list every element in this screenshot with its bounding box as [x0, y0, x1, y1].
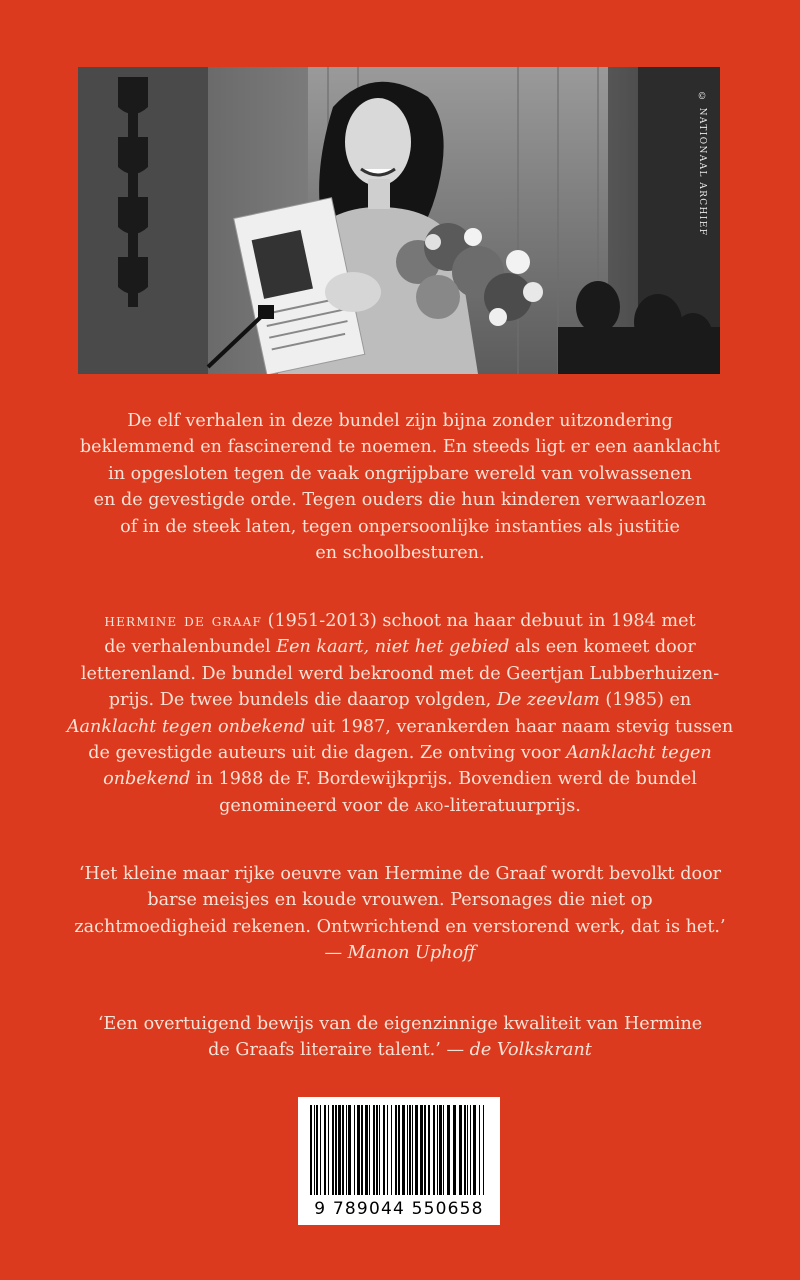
- barcode-bar: [395, 1105, 397, 1195]
- bio-text: genomineerd voor de: [219, 795, 415, 816]
- barcode-bar: [479, 1105, 480, 1195]
- bio-text: letterenland. De bundel werd bekroond met de Geertjan Lubberhuizen-: [80, 663, 720, 684]
- cover-photo: [78, 67, 720, 374]
- barcode-bar: [357, 1105, 360, 1195]
- barcode-bar: [459, 1105, 462, 1195]
- blurb-intro: [60, 408, 740, 566]
- barcode-bar: [369, 1105, 370, 1195]
- quote-line: zachtmoedigheid rekenen. Ontwrichtend en verstorend werk, dat is het.’: [74, 916, 726, 937]
- barcode-bar: [409, 1105, 411, 1195]
- barcode-bar: [428, 1105, 430, 1195]
- barcode-bar: [483, 1105, 484, 1195]
- bio-text: (1985) en: [599, 690, 692, 711]
- barcode-bar: [453, 1105, 456, 1195]
- author-photo-illustration: [78, 67, 720, 374]
- barcode-bar: [335, 1105, 337, 1195]
- barcode-bar: [346, 1105, 347, 1195]
- barcode-bar: [379, 1105, 380, 1195]
- barcode-bar: [412, 1105, 413, 1195]
- blurb-intro-line: in opgesloten tegen de vaak ongrijpbare wereld van volwassenen: [108, 463, 692, 484]
- barcode-bar: [332, 1105, 334, 1195]
- barcode-bar: [338, 1105, 341, 1195]
- author-name: hermine de graaf: [104, 611, 263, 631]
- blurb-intro-line: en schoolbesturen.: [315, 543, 485, 564]
- quote-dash: —: [324, 943, 348, 964]
- barcode-bar: [365, 1105, 368, 1195]
- barcode-bar: [342, 1105, 344, 1195]
- barcode-bar: [470, 1105, 471, 1195]
- barcode-bar: [415, 1105, 418, 1195]
- bio-text: in 1988 de F. Bordewijkprijs. Bovendien werd de bundel: [190, 769, 697, 790]
- isbn-number: 9 789044 550658: [314, 1199, 484, 1219]
- quote-line: ‘Het kleine maar rijke oeuvre van Hermine de Graaf wordt bevolkt door: [78, 864, 722, 884]
- book-title: Aanklacht tegen: [566, 743, 712, 764]
- book-title: onbekend: [103, 769, 191, 790]
- book-title: De zeevlam: [496, 690, 600, 711]
- bio-text: uit 1987, verankerden haar naam stevig tussen: [305, 716, 734, 737]
- barcode-bar: [439, 1105, 442, 1195]
- blurb-intro-line: of in de steek laten, tegen onpersoonlijke instanties als justitie: [120, 516, 680, 537]
- barcode-bar: [437, 1105, 438, 1195]
- barcode-bar: [316, 1105, 318, 1195]
- barcode-bar: [383, 1105, 385, 1195]
- review-quote-uphoff: [60, 861, 740, 967]
- blurb-intro-line: en de gevestigde orde. Tegen ouders die hun kinderen verwaarlozen: [93, 490, 707, 511]
- barcode-bar: [407, 1105, 408, 1195]
- barcode-bar: [348, 1105, 351, 1195]
- barcode-bars: [306, 1105, 492, 1195]
- isbn-barcode: [298, 1097, 500, 1225]
- review-quote-volkskrant: [60, 1011, 740, 1064]
- barcode-bar: [391, 1105, 392, 1195]
- bio-text: de verhalenbundel: [104, 637, 277, 658]
- barcode-bar: [320, 1105, 321, 1195]
- barcode-bar: [376, 1105, 378, 1195]
- photo-credit: © NATIONAAL ARCHIEF: [697, 92, 707, 237]
- barcode-bar: [420, 1105, 423, 1195]
- book-title: Een kaart, niet het gebied: [276, 637, 510, 658]
- barcode-bar: [473, 1105, 476, 1195]
- bio-text: (1951-2013) schoot na haar debuut in 1984 met: [262, 611, 696, 631]
- barcode-bar: [354, 1105, 355, 1195]
- quote-source: de Volkskrant: [469, 1040, 592, 1061]
- barcode-bar: [387, 1105, 388, 1195]
- barcode-bar: [447, 1105, 450, 1195]
- barcode-bar: [467, 1105, 468, 1195]
- bio-text: als een komeet door: [509, 637, 696, 658]
- quote-line: barse meisjes en koude vrouwen. Personages die niet op: [147, 890, 653, 911]
- barcode-bar: [398, 1105, 400, 1195]
- blurb-intro-line: beklemmend en fascinerend te noemen. En steeds ligt er een aanklacht: [79, 437, 721, 458]
- bio-text: -literatuurprijs.: [443, 795, 581, 816]
- quote-line: ‘Een overtuigend bewijs van de eigenzinnige kwaliteit van Hermine: [97, 1014, 703, 1034]
- quote-attribution: Manon Uphoff: [347, 943, 476, 964]
- barcode-bar: [373, 1105, 375, 1195]
- barcode-bar: [464, 1105, 466, 1195]
- quote-line: de Graafs literaire talent.’ —: [208, 1040, 470, 1061]
- barcode-bar: [324, 1105, 326, 1195]
- barcode-bar: [361, 1105, 363, 1195]
- book-title: Aanklacht tegen onbekend: [66, 716, 306, 737]
- barcode-bar: [402, 1105, 405, 1195]
- barcode-bar: [328, 1105, 329, 1195]
- bio-text: prijs. De twee bundels die daarop volgden,: [108, 690, 497, 711]
- barcode-bar: [433, 1105, 435, 1195]
- blurb-intro-line: De elf verhalen in deze bundel zijn bijna zonder uitzondering: [127, 411, 673, 431]
- author-bio: [60, 608, 740, 819]
- barcode-bar: [314, 1105, 315, 1195]
- barcode-bar: [424, 1105, 426, 1195]
- barcode-bar: [443, 1105, 444, 1195]
- prize-abbrev: ako: [414, 795, 444, 816]
- barcode-bar: [310, 1105, 312, 1195]
- bio-text: de gevestigde auteurs uit die dagen. Ze ontving voor: [88, 743, 567, 764]
